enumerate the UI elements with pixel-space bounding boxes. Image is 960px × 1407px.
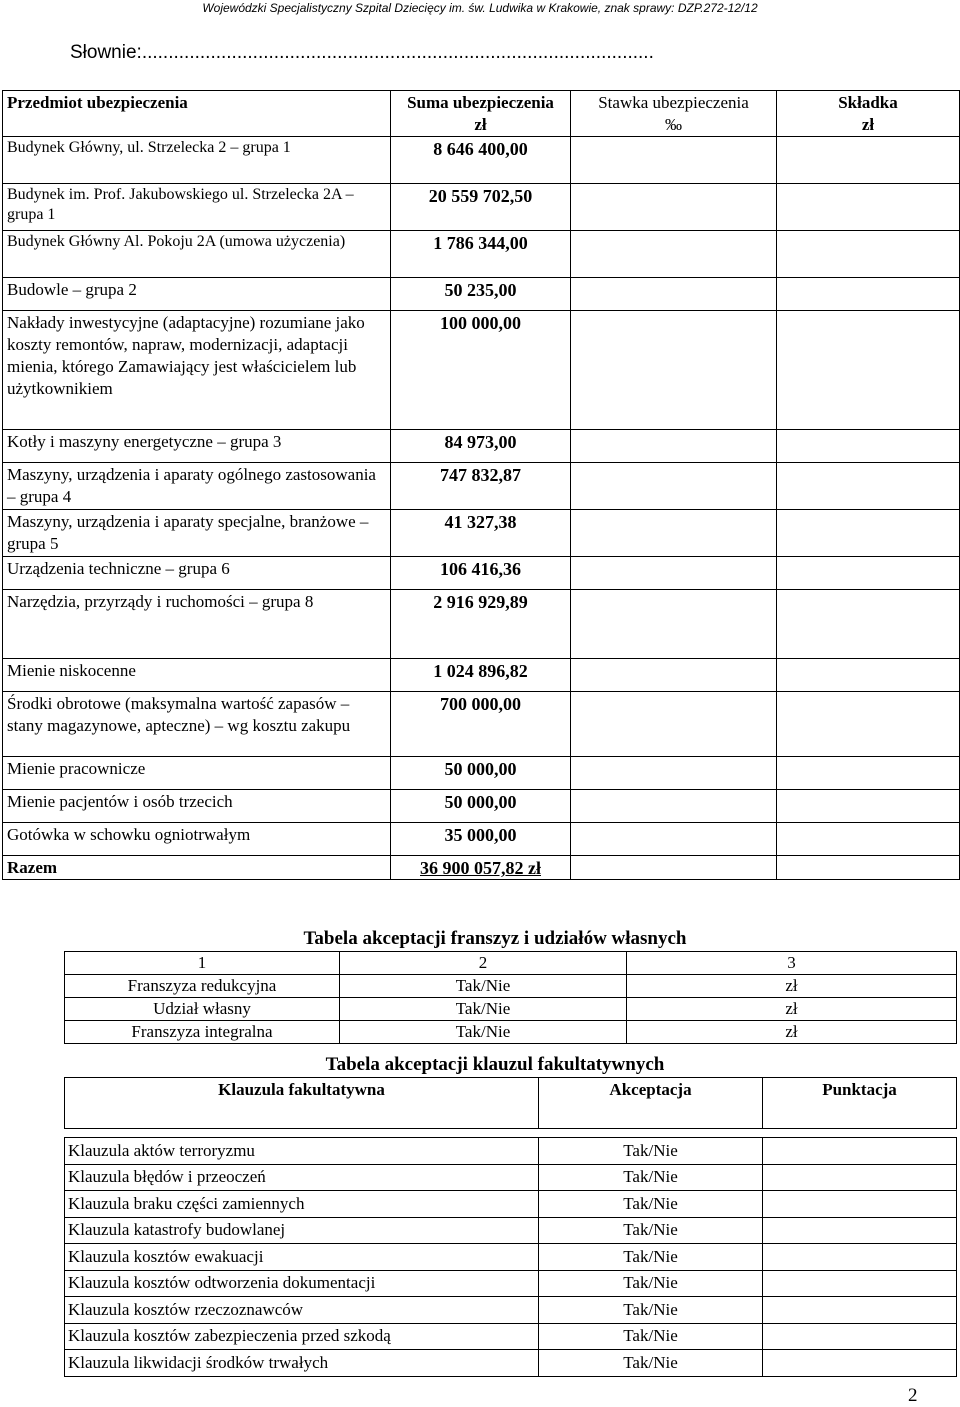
franchise-type: Franszyza redukcyjna xyxy=(65,975,340,998)
insured-item-name: Środki obrotowe (maksymalna wartość zapasów – stany magazynowe, apteczne) – wg kosztu zakupu xyxy=(3,692,391,757)
franchise-amount: zł xyxy=(627,1021,957,1044)
franchise-acceptance: Tak/Nie xyxy=(340,1021,627,1044)
franchise-row xyxy=(65,1021,957,1044)
total-label: Razem xyxy=(3,856,391,880)
clause-points xyxy=(763,1138,957,1165)
rate-cell xyxy=(571,823,777,856)
clauses-table-title: Tabela akceptacji klauzul fakultatywnych xyxy=(325,1054,665,1075)
rate-cell xyxy=(571,590,777,659)
premium-cell xyxy=(777,557,960,590)
clause-acceptance: Tak/Nie xyxy=(539,1270,763,1297)
clauses-col-clause: Klauzula fakultatywna xyxy=(65,1078,539,1129)
clause-row xyxy=(65,1270,957,1297)
total-rate-cell xyxy=(571,856,777,880)
franchise-type: Udział własny xyxy=(65,998,340,1021)
clause-points xyxy=(763,1297,957,1324)
clause-row xyxy=(65,1217,957,1244)
insured-sum: 2 916 929,89 xyxy=(391,590,571,659)
premium-cell xyxy=(777,231,960,278)
rate-cell xyxy=(571,278,777,311)
table-row xyxy=(3,430,960,463)
clause-acceptance: Tak/Nie xyxy=(539,1138,763,1165)
clause-row xyxy=(65,1138,957,1165)
rate-cell xyxy=(571,463,777,510)
clause-row xyxy=(65,1297,957,1324)
rate-cell xyxy=(571,430,777,463)
insured-sum: 41 327,38 xyxy=(391,510,571,557)
clause-acceptance: Tak/Nie xyxy=(539,1323,763,1350)
clause-acceptance: Tak/Nie xyxy=(539,1191,763,1218)
premium-cell xyxy=(777,311,960,430)
clause-name: Klauzula likwidacji środków trwałych xyxy=(65,1350,539,1377)
franchise-col-3: 3 xyxy=(627,952,957,975)
franchise-table-title: Tabela akceptacji franszyz i udziałów własnych xyxy=(303,928,687,949)
insured-item-name: Budowle – grupa 2 xyxy=(3,278,391,311)
clause-name: Klauzula aktów terroryzmu xyxy=(65,1138,539,1165)
premium-cell xyxy=(777,184,960,231)
clause-name: Klauzula kosztów odtworzenia dokumentacji xyxy=(65,1270,539,1297)
clause-acceptance: Tak/Nie xyxy=(539,1297,763,1324)
clause-row xyxy=(65,1323,957,1350)
premium-cell xyxy=(777,463,960,510)
insured-sum: 700 000,00 xyxy=(391,692,571,757)
insured-sum: 747 832,87 xyxy=(391,463,571,510)
spacer-cell xyxy=(65,1129,539,1138)
insured-item-name: Maszyny, urządzenia i aparaty specjalne, branżowe – grupa 5 xyxy=(3,510,391,557)
clause-acceptance: Tak/Nie xyxy=(539,1244,763,1271)
table-row xyxy=(3,231,960,278)
insured-sum: 35 000,00 xyxy=(391,823,571,856)
clause-points xyxy=(763,1244,957,1271)
insurance-sum-table xyxy=(2,90,960,880)
franchise-table xyxy=(64,951,957,1044)
clause-name: Klauzula katastrofy budowlanej xyxy=(65,1217,539,1244)
insured-item-name: Kotły i maszyny energetyczne – grupa 3 xyxy=(3,430,391,463)
franchise-amount: zł xyxy=(627,975,957,998)
clause-points xyxy=(763,1270,957,1297)
clause-name: Klauzula kosztów zabezpieczenia przed szkodą xyxy=(65,1323,539,1350)
franchise-acceptance: Tak/Nie xyxy=(340,998,627,1021)
clause-acceptance: Tak/Nie xyxy=(539,1217,763,1244)
clause-points xyxy=(763,1350,957,1377)
rate-cell xyxy=(571,137,777,184)
premium-cell xyxy=(777,757,960,790)
total-premium-cell xyxy=(777,856,960,880)
clause-acceptance: Tak/Nie xyxy=(539,1350,763,1377)
rate-cell xyxy=(571,311,777,430)
premium-cell xyxy=(777,510,960,557)
insured-item-name: Budynek Główny, ul. Strzelecka 2 – grupa 1 xyxy=(3,137,391,184)
clauses-col-points: Punktacja xyxy=(763,1078,957,1129)
insured-sum: 100 000,00 xyxy=(391,311,571,430)
clause-name: Klauzula kosztów ewakuacji xyxy=(65,1244,539,1271)
table-row xyxy=(3,557,960,590)
insured-sum: 1 786 344,00 xyxy=(391,231,571,278)
clause-name: Klauzula kosztów rzeczoznawców xyxy=(65,1297,539,1324)
clause-row xyxy=(65,1191,957,1218)
insured-item-name: Budynek Główny Al. Pokoju 2A (umowa użyczenia) xyxy=(3,231,391,278)
premium-cell xyxy=(777,790,960,823)
col-header-premium: Składka zł xyxy=(777,91,960,137)
table-row xyxy=(3,463,960,510)
spacer-cell xyxy=(539,1129,763,1138)
table-row xyxy=(3,137,960,184)
rate-cell xyxy=(571,557,777,590)
amount-in-words-line: Słownie:................................................................................................. xyxy=(70,42,654,63)
insured-item-name: Mienie pacjentów i osób trzecich xyxy=(3,790,391,823)
franchise-type: Franszyza integralna xyxy=(65,1021,340,1044)
insured-item-name: Mienie pracownicze xyxy=(3,757,391,790)
rate-cell xyxy=(571,692,777,757)
insured-sum: 50 000,00 xyxy=(391,790,571,823)
insured-item-name: Nakłady inwestycyjne (adaptacyjne) rozumiane jako koszty remontów, napraw, modernizacji, adaptacji mienia, którego Zamawiający jest właścicielem lub użytkownikiem xyxy=(3,311,391,430)
table-header-row xyxy=(3,91,960,137)
table-row xyxy=(3,757,960,790)
clause-row xyxy=(65,1350,957,1377)
insured-sum: 20 559 702,50 xyxy=(391,184,571,231)
rate-cell xyxy=(571,231,777,278)
premium-cell xyxy=(777,823,960,856)
franchise-acceptance: Tak/Nie xyxy=(340,975,627,998)
document-header: Wojewódzki Specjalistyczny Szpital Dziecięcy im. św. Ludwika w Krakowie, znak sprawy: DZP.272-12/12 xyxy=(202,1,758,15)
table-row xyxy=(3,659,960,692)
premium-cell xyxy=(777,590,960,659)
table-row xyxy=(3,311,960,430)
clause-points xyxy=(763,1164,957,1191)
clause-row xyxy=(65,1244,957,1271)
franchise-col-1: 1 xyxy=(65,952,340,975)
spacer-cell xyxy=(763,1129,957,1138)
total-sum: 36 900 057,82 zł xyxy=(391,856,571,880)
clauses-table xyxy=(64,1077,957,1377)
premium-cell xyxy=(777,659,960,692)
clause-name: Klauzula błędów i przeoczeń xyxy=(65,1164,539,1191)
insured-sum: 106 416,36 xyxy=(391,557,571,590)
clause-name: Klauzula braku części zamiennych xyxy=(65,1191,539,1218)
clause-row xyxy=(65,1164,957,1191)
premium-cell xyxy=(777,137,960,184)
insured-sum: 50 000,00 xyxy=(391,757,571,790)
insured-item-name: Narzędzia, przyrządy i ruchomości – grupa 8 xyxy=(3,590,391,659)
clause-acceptance: Tak/Nie xyxy=(539,1164,763,1191)
insured-sum: 1 024 896,82 xyxy=(391,659,571,692)
premium-cell xyxy=(777,430,960,463)
premium-cell xyxy=(777,692,960,757)
rate-cell xyxy=(571,790,777,823)
insured-item-name: Budynek im. Prof. Jakubowskiego ul. Strzelecka 2A – grupa 1 xyxy=(3,184,391,231)
insured-item-name: Mienie niskocenne xyxy=(3,659,391,692)
col-header-rate: Stawka ubezpieczenia ‰ xyxy=(571,91,777,137)
clause-points xyxy=(763,1191,957,1218)
total-row xyxy=(3,856,960,880)
rate-cell xyxy=(571,184,777,231)
clauses-header-row xyxy=(65,1078,957,1129)
insured-item-name: Gotówka w schowku ogniotrwałym xyxy=(3,823,391,856)
clauses-spacer-row xyxy=(65,1129,957,1138)
insured-item-name: Maszyny, urządzenia i aparaty ogólnego zastosowania – grupa 4 xyxy=(3,463,391,510)
col-header-sum: Suma ubezpieczenia zł xyxy=(391,91,571,137)
clause-points xyxy=(763,1323,957,1350)
franchise-header-row xyxy=(65,952,957,975)
table-row xyxy=(3,823,960,856)
insured-sum: 84 973,00 xyxy=(391,430,571,463)
franchise-amount: zł xyxy=(627,998,957,1021)
table-row xyxy=(3,278,960,311)
insured-sum: 8 646 400,00 xyxy=(391,137,571,184)
clause-points xyxy=(763,1217,957,1244)
table-row xyxy=(3,184,960,231)
rate-cell xyxy=(571,757,777,790)
insured-sum: 50 235,00 xyxy=(391,278,571,311)
clauses-col-acceptance: Akceptacja xyxy=(539,1078,763,1129)
col-header-subject: Przedmiot ubezpieczenia xyxy=(3,91,391,137)
franchise-col-2: 2 xyxy=(340,952,627,975)
table-row xyxy=(3,790,960,823)
franchise-row xyxy=(65,975,957,998)
table-row xyxy=(3,692,960,757)
insured-item-name: Urządzenia techniczne – grupa 6 xyxy=(3,557,391,590)
page-number: 2 xyxy=(908,1385,918,1406)
rate-cell xyxy=(571,659,777,692)
table-row xyxy=(3,510,960,557)
premium-cell xyxy=(777,278,960,311)
franchise-row xyxy=(65,998,957,1021)
table-row xyxy=(3,590,960,659)
rate-cell xyxy=(571,510,777,557)
